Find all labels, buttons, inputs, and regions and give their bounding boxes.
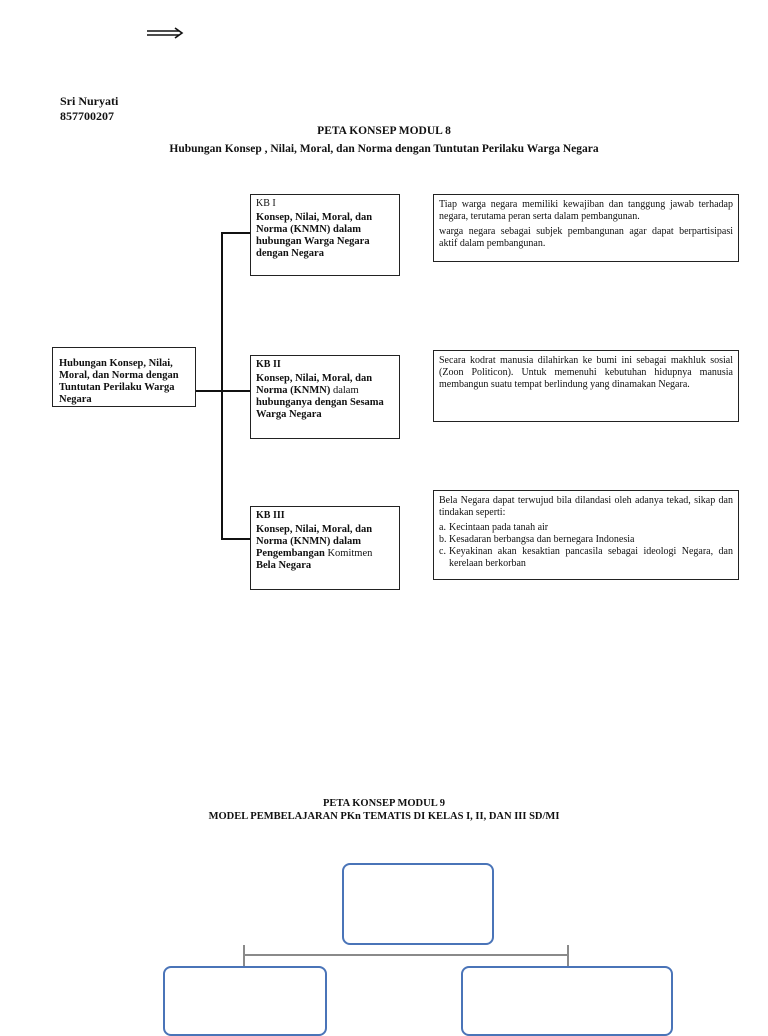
author-block — [60, 94, 118, 124]
list-item: b. Kesadaran berbangsa dan bernegara Indonesia — [439, 534, 635, 545]
kb3-description — [433, 490, 739, 580]
kb3-text-bold-2: Bela Negara — [256, 560, 312, 571]
kb2-text-normal: dalam — [332, 385, 359, 396]
kb1-desc-2: warga negara sebagai subjek pembangunan agar dapat berpartisipasi aktif dalam pembangunan. — [439, 226, 733, 249]
modul9-connector-right — [567, 945, 569, 967]
modul9-top-box — [342, 863, 494, 945]
author-name: Sri Nuryati — [60, 94, 119, 108]
kb2-text-bold-1: Konsep, Nilai, Moral, dan Norma (KNMN) — [256, 373, 373, 396]
kb1-desc-1: Tiap warga negara memiliki kewajiban dan tanggung jawab terhadap negara, terutama peran serta dalam pembangunan. — [439, 199, 733, 222]
list-item: a. Kecintaan pada tanah air — [439, 522, 549, 533]
kb2-code: KB II — [256, 359, 281, 370]
kb3-text-bold-1: Konsep, Nilai, Moral, dan Norma (KNMN) dalam Pengembangan — [256, 524, 373, 559]
list-item: c. Keyakinan akan kesaktian pancasila sebagai ideologi Negara, dan kerelaan berkorban — [439, 546, 733, 569]
kb3-box — [250, 506, 400, 590]
modul9-subtitle: MODEL PEMBELAJARAN PKn TEMATIS DI KELAS I, II, DAN III SD/MI — [208, 811, 560, 822]
kb2-box — [250, 355, 400, 439]
modul9-right-box — [461, 966, 673, 1036]
kb3-code: KB III — [256, 510, 285, 521]
kb3-list — [439, 522, 733, 570]
kb2-text-bold-2: hubunganya dengan Sesama Warga Negara — [256, 397, 384, 420]
kb1-code: KB I — [256, 198, 276, 209]
author-id: 857700207 — [60, 109, 114, 123]
modul9-left-box — [163, 966, 327, 1036]
modul8-subtitle: Hubungan Konsep , Nilai, Moral, dan Norma dengan Tuntutan Perilaku Warga Negara — [169, 143, 599, 155]
kb2-description — [433, 350, 739, 422]
kb3-desc-intro: Bela Negara dapat terwujud bila dilandasi oleh adanya tekad, sikap dan tindakan seperti: — [439, 495, 733, 518]
kb2-desc: Secara kodrat manusia dilahirkan ke bumi ini sebagai makhluk sosial (Zoon Politicon). Untuk memenuhi kebutuhan hidupnya manusia membangun suatu tempat berlindung yang dinamakan Negara. — [439, 355, 733, 390]
root-connector — [196, 390, 222, 392]
branch-kb3 — [221, 538, 250, 540]
branch-kb1 — [221, 232, 250, 234]
kb3-text-normal: Komitmen — [327, 548, 373, 559]
root-concept-box: Hubungan Konsep, Nilai, Moral, dan Norma dengan Tuntutan Perilaku Warga Negara — [52, 347, 196, 407]
branch-kb2 — [221, 390, 250, 392]
modul9-connector-horizontal — [243, 954, 569, 956]
kb1-text: Konsep, Nilai, Moral, dan Norma (KNMN) dalam hubungan Warga Negara dengan Negara — [256, 212, 373, 259]
kb1-description — [433, 194, 739, 262]
trunk-line — [221, 232, 223, 540]
modul9-title: PETA KONSEP MODUL 9 — [322, 798, 446, 809]
double-arrow-icon — [146, 26, 184, 40]
kb1-box — [250, 194, 400, 276]
modul8-title: PETA KONSEP MODUL 8 — [317, 125, 451, 137]
modul9-connector-left — [243, 945, 245, 967]
